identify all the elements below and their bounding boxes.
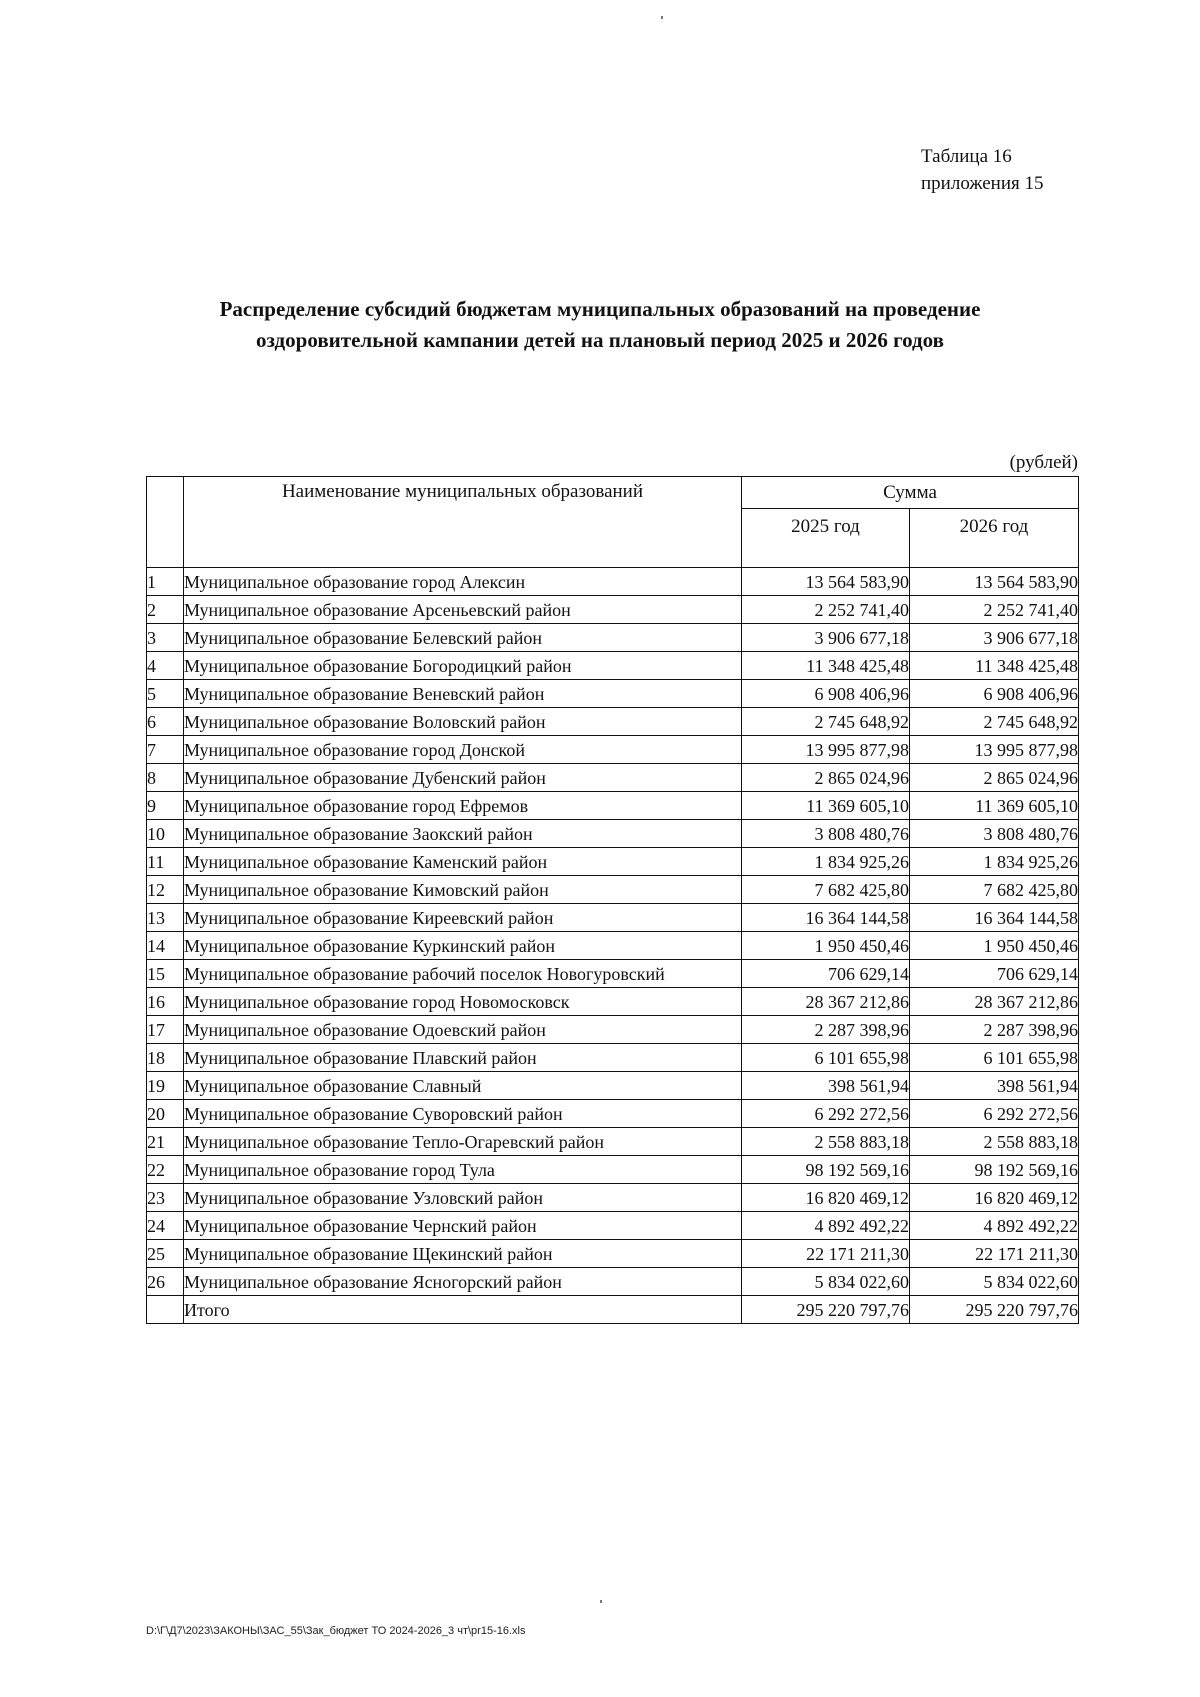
municipality-name: Муниципальное образование Веневский район (184, 680, 742, 708)
amount-2026: 6 101 655,98 (910, 1044, 1079, 1072)
document-title (100, 294, 1100, 356)
row-number: 18 (147, 1044, 184, 1072)
municipality-name: Муниципальное образование город Донской (184, 736, 742, 764)
table-body (147, 568, 1079, 1324)
amount-2025: 13 564 583,90 (742, 568, 910, 596)
amount-2025: 1 834 925,26 (742, 848, 910, 876)
amount-2025: 11 348 425,48 (742, 652, 910, 680)
amount-2026: 13 564 583,90 (910, 568, 1079, 596)
municipality-name: Муниципальное образование город Ефремов (184, 792, 742, 820)
amount-2025: 28 367 212,86 (742, 988, 910, 1016)
municipality-name: Муниципальное образование Суворовский район (184, 1100, 742, 1128)
title-line-1: Распределение субсидий бюджетам муниципальных образований на проведение (219, 297, 981, 321)
table-row (147, 568, 1079, 596)
amount-2025: 706 629,14 (742, 960, 910, 988)
table-row (147, 1240, 1079, 1268)
row-number: 4 (147, 652, 184, 680)
amount-2026: 22 171 211,30 (910, 1240, 1079, 1268)
amount-2025: 2 252 741,40 (742, 596, 910, 624)
municipality-name: Муниципальное образование Киреевский район (184, 904, 742, 932)
municipality-name: Муниципальное образование город Алексин (184, 568, 742, 596)
amount-2025: 2 287 398,96 (742, 1016, 910, 1044)
amount-2026: 5 834 022,60 (910, 1268, 1079, 1296)
table-row (147, 736, 1079, 764)
table-row (147, 1072, 1079, 1100)
municipality-name: Муниципальное образование Одоевский район (184, 1016, 742, 1044)
table-header-row (147, 477, 1079, 509)
amount-2026: 16 820 469,12 (910, 1184, 1079, 1212)
amount-2026: 1 950 450,46 (910, 932, 1079, 960)
amount-2026: 13 995 877,98 (910, 736, 1079, 764)
row-number: 5 (147, 680, 184, 708)
municipality-name: Муниципальное образование Каменский район (184, 848, 742, 876)
row-number: 9 (147, 792, 184, 820)
municipality-name: Итого (184, 1296, 742, 1324)
row-number: 17 (147, 1016, 184, 1044)
subsidy-table (146, 476, 1079, 1324)
municipality-name: Муниципальное образование Богородицкий район (184, 652, 742, 680)
row-number: 11 (147, 848, 184, 876)
amount-2026: 16 364 144,58 (910, 904, 1079, 932)
row-number: 26 (147, 1268, 184, 1296)
amount-2026: 2 558 883,18 (910, 1128, 1079, 1156)
amount-2025: 11 369 605,10 (742, 792, 910, 820)
municipality-name: Муниципальное образование Ясногорский район (184, 1268, 742, 1296)
unit-label: (рублей) (1009, 452, 1078, 473)
amount-2025: 2 745 648,92 (742, 708, 910, 736)
amount-2025: 6 292 272,56 (742, 1100, 910, 1128)
row-number (147, 1296, 184, 1324)
table-row (147, 904, 1079, 932)
amount-2026: 2 287 398,96 (910, 1016, 1079, 1044)
table-row (147, 1016, 1079, 1044)
year-2026-header: 2026 год (910, 509, 1079, 568)
amount-2025: 2 558 883,18 (742, 1128, 910, 1156)
table-row (147, 960, 1079, 988)
municipality-name: Муниципальное образование город Тула (184, 1156, 742, 1184)
row-number: 21 (147, 1128, 184, 1156)
amount-2025: 3 906 677,18 (742, 624, 910, 652)
row-number: 19 (147, 1072, 184, 1100)
amount-2026: 3 906 677,18 (910, 624, 1079, 652)
row-number: 16 (147, 988, 184, 1016)
row-number: 12 (147, 876, 184, 904)
table-row (147, 1184, 1079, 1212)
municipality-name: Муниципальное образование Плавский район (184, 1044, 742, 1072)
table-label: Таблица 16 (921, 146, 1012, 167)
municipality-name: Муниципальное образование Тепло-Огаревский район (184, 1128, 742, 1156)
row-number: 8 (147, 764, 184, 792)
amount-2026: 98 192 569,16 (910, 1156, 1079, 1184)
amount-2025: 7 682 425,80 (742, 876, 910, 904)
amount-2025: 295 220 797,76 (742, 1296, 910, 1324)
number-column-header (147, 477, 184, 568)
municipality-name: Муниципальное образование Узловский район (184, 1184, 742, 1212)
municipality-name: Муниципальное образование Заокский район (184, 820, 742, 848)
row-number: 6 (147, 708, 184, 736)
amount-2026: 1 834 925,26 (910, 848, 1079, 876)
amount-2026: 706 629,14 (910, 960, 1079, 988)
amount-2025: 398 561,94 (742, 1072, 910, 1100)
table-row (147, 1100, 1079, 1128)
scan-speck (600, 1600, 602, 1603)
municipality-name: Муниципальное образование Арсеньевский район (184, 596, 742, 624)
row-number: 24 (147, 1212, 184, 1240)
table-row (147, 680, 1079, 708)
name-column-header: Наименование муниципальных образований (184, 477, 742, 568)
amount-2025: 13 995 877,98 (742, 736, 910, 764)
row-number: 10 (147, 820, 184, 848)
table-row (147, 652, 1079, 680)
amount-2026: 3 808 480,76 (910, 820, 1079, 848)
amount-2025: 4 892 492,22 (742, 1212, 910, 1240)
sum-column-header: Сумма (742, 477, 1079, 509)
amount-2025: 5 834 022,60 (742, 1268, 910, 1296)
table-row (147, 596, 1079, 624)
amount-2026: 6 908 406,96 (910, 680, 1079, 708)
table-row (147, 624, 1079, 652)
row-number: 23 (147, 1184, 184, 1212)
row-number: 13 (147, 904, 184, 932)
municipality-name: Муниципальное образование Дубенский район (184, 764, 742, 792)
amount-2026: 7 682 425,80 (910, 876, 1079, 904)
amount-2026: 6 292 272,56 (910, 1100, 1079, 1128)
amount-2026: 2 865 024,96 (910, 764, 1079, 792)
row-number: 7 (147, 736, 184, 764)
amount-2025: 98 192 569,16 (742, 1156, 910, 1184)
row-number: 14 (147, 932, 184, 960)
table-row (147, 1128, 1079, 1156)
amount-2026: 11 348 425,48 (910, 652, 1079, 680)
municipality-name: Муниципальное образование Белевский район (184, 624, 742, 652)
amount-2026: 295 220 797,76 (910, 1296, 1079, 1324)
scan-speck (661, 16, 663, 19)
table-row (147, 1156, 1079, 1184)
municipality-name: Муниципальное образование Куркинский район (184, 932, 742, 960)
municipality-name: Муниципальное образование Щекинский район (184, 1240, 742, 1268)
amount-2026: 398 561,94 (910, 1072, 1079, 1100)
municipality-name: Муниципальное образование город Новомосковск (184, 988, 742, 1016)
amount-2025: 1 950 450,46 (742, 932, 910, 960)
file-path-footer: D:\Г\Д7\2023\ЗАКОНЫ\ЗАС_55\Зак_бюджет ТО 2024-2026_3 чт\pr15-16.xls (146, 1625, 526, 1637)
amount-2025: 6 101 655,98 (742, 1044, 910, 1072)
table-row (147, 792, 1079, 820)
row-number: 22 (147, 1156, 184, 1184)
table-row (147, 708, 1079, 736)
table-reference (921, 143, 1043, 197)
table-row (147, 988, 1079, 1016)
total-row (147, 1296, 1079, 1324)
amount-2025: 22 171 211,30 (742, 1240, 910, 1268)
table-row (147, 932, 1079, 960)
amount-2026: 4 892 492,22 (910, 1212, 1079, 1240)
amount-2025: 6 908 406,96 (742, 680, 910, 708)
row-number: 2 (147, 596, 184, 624)
row-number: 15 (147, 960, 184, 988)
row-number: 20 (147, 1100, 184, 1128)
municipality-name: Муниципальное образование Воловский район (184, 708, 742, 736)
table-row (147, 1212, 1079, 1240)
amount-2026: 2 745 648,92 (910, 708, 1079, 736)
table-row (147, 1268, 1079, 1296)
amount-2025: 16 364 144,58 (742, 904, 910, 932)
amount-2026: 28 367 212,86 (910, 988, 1079, 1016)
title-line-2: оздоровительной кампании детей на плановый период 2025 и 2026 годов (256, 328, 944, 352)
municipality-name: Муниципальное образование Славный (184, 1072, 742, 1100)
table-row (147, 820, 1079, 848)
row-number: 1 (147, 568, 184, 596)
municipality-name: Муниципальное образование рабочий поселок Новогуровский (184, 960, 742, 988)
table-row (147, 876, 1079, 904)
row-number: 3 (147, 624, 184, 652)
appendix-label: приложения 15 (921, 173, 1044, 194)
municipality-name: Муниципальное образование Кимовский район (184, 876, 742, 904)
amount-2025: 16 820 469,12 (742, 1184, 910, 1212)
municipality-name: Муниципальное образование Чернский район (184, 1212, 742, 1240)
year-2025-header: 2025 год (742, 509, 910, 568)
amount-2026: 2 252 741,40 (910, 596, 1079, 624)
amount-2025: 2 865 024,96 (742, 764, 910, 792)
table-row (147, 848, 1079, 876)
row-number: 25 (147, 1240, 184, 1268)
amount-2025: 3 808 480,76 (742, 820, 910, 848)
table-row (147, 764, 1079, 792)
table-row (147, 1044, 1079, 1072)
amount-2026: 11 369 605,10 (910, 792, 1079, 820)
